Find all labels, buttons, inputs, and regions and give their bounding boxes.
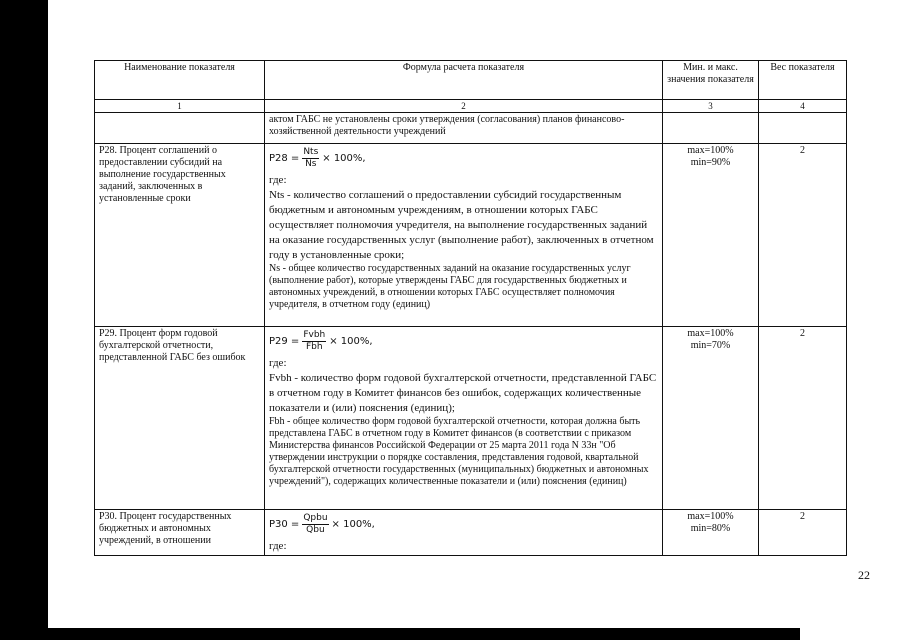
- minmax-cell: [663, 144, 759, 327]
- formula-numerator: Qpbu: [303, 513, 328, 523]
- indicator-formula-cell: [265, 144, 663, 327]
- max-value: max=100%: [687, 145, 734, 156]
- min-value: min=90%: [690, 157, 731, 168]
- indicator-formula-cell: [265, 510, 663, 556]
- table-row: [95, 327, 847, 510]
- where-label: где:: [269, 357, 287, 369]
- formula-fraction: [302, 330, 326, 353]
- indicator-name: Р30. Процент государственных бюджетных и автономных учреждений, в отношении: [95, 510, 265, 556]
- formula-lhs: Р30 =: [269, 518, 300, 530]
- formula-lhs: Р28 =: [269, 152, 300, 164]
- table-row: [95, 144, 847, 327]
- where-label: где:: [269, 174, 287, 186]
- column-number: 2: [265, 100, 663, 113]
- min-value: min=70%: [690, 340, 731, 351]
- formula-rhs: × 100%,: [331, 518, 375, 530]
- formula: [269, 147, 658, 170]
- minmax-cell: [663, 327, 759, 510]
- minmax-cell: [663, 510, 759, 556]
- weight-value: 2: [759, 327, 847, 510]
- formula-lhs: Р29 =: [269, 335, 300, 347]
- definition: Nts - количество соглашений о предоставлении субсидий государственным бюджетным и автономным учреждениям, в отношении которых ГАБС осуществляет полномочия учредителя, на выполнение государственных заданий на оказание государственных услуг (выполнение работ), заключенных в отчетном году в установленные сроки;: [269, 189, 654, 261]
- continuation-text: актом ГАБС не установлены сроки утверждения (согласования) планов финансово-хозяйственной деятельности учреждений: [265, 113, 663, 144]
- formula-denominator: Fbh: [305, 342, 323, 352]
- definition: Fbh - общее количество форм годовой бухгалтерской отчетности, которая должна быть представлена ГАБС в отчетном году в Комитет финансов (в соответствии с приказом Министерства финансов Российской Федерации от 25 марта 2011 года N 33н "Об утверждении инструкции о порядке составления, представления годовой, квартальной бухгалтерской отчетности государственных (муниципальных) бюджетных и автономных учреждений"), содержащих количественные показатели и (или) пояснения (единиц): [269, 416, 649, 487]
- indicator-name: Р29. Процент форм годовой бухгалтерской отчетности, представленной ГАБС без ошибок: [95, 327, 265, 510]
- formula-rhs: × 100%,: [322, 152, 366, 164]
- indicators-table: [94, 60, 847, 556]
- formula-fraction: [302, 513, 328, 536]
- indicator-formula-cell: [265, 327, 663, 510]
- definition: Ns - общее количество государственных заданий на оказание государственных услуг (выполнение работ), которые утверждены ГАБС для государственных бюджетных и автономных учреждений, в отношении которых ГАБС осуществляет полномочия учредителя, в отчетном году (единиц): [269, 263, 631, 310]
- formula: [269, 330, 658, 353]
- formula: [269, 513, 658, 536]
- scan-border-bottom: [0, 628, 800, 640]
- column-number-row: [95, 100, 847, 113]
- formula-rhs: × 100%,: [329, 335, 373, 347]
- header-row: [95, 61, 847, 100]
- formula-denominator: Ns: [305, 159, 317, 169]
- header-name: Наименование показателя: [95, 61, 265, 100]
- formula-numerator: Fvbh: [303, 330, 326, 340]
- column-number: 1: [95, 100, 265, 113]
- min-value: min=80%: [690, 523, 731, 534]
- formula-denominator: Qbu: [306, 525, 325, 535]
- formula-fraction: [302, 147, 319, 170]
- header-formula: Формула расчета показателя: [265, 61, 663, 100]
- formula-numerator: Nts: [303, 147, 319, 157]
- where-label: где:: [269, 540, 287, 552]
- indicator-name: Р28. Процент соглашений о предоставлении субсидий на выполнение государственных заданий, заключенных в установленные сроки: [95, 144, 265, 327]
- header-minmax: Мин. и макс. значения показателя: [663, 61, 759, 100]
- page-number: 22: [858, 568, 870, 582]
- weight-value: 2: [759, 144, 847, 327]
- continuation-row: [95, 113, 847, 144]
- definition: Fvbh - количество форм годовой бухгалтерской отчетности, представленной ГАБС в отчетном году в Комитет финансов без ошибок, содержащих количественные показатели и (или) пояснения (единиц);: [269, 372, 657, 414]
- scan-border-left: [0, 0, 48, 640]
- column-number: 3: [663, 100, 759, 113]
- column-number: 4: [759, 100, 847, 113]
- max-value: max=100%: [687, 328, 734, 339]
- max-value: max=100%: [687, 511, 734, 522]
- weight-value: 2: [759, 510, 847, 556]
- header-weight: Вес показателя: [759, 61, 847, 100]
- table-row: [95, 510, 847, 556]
